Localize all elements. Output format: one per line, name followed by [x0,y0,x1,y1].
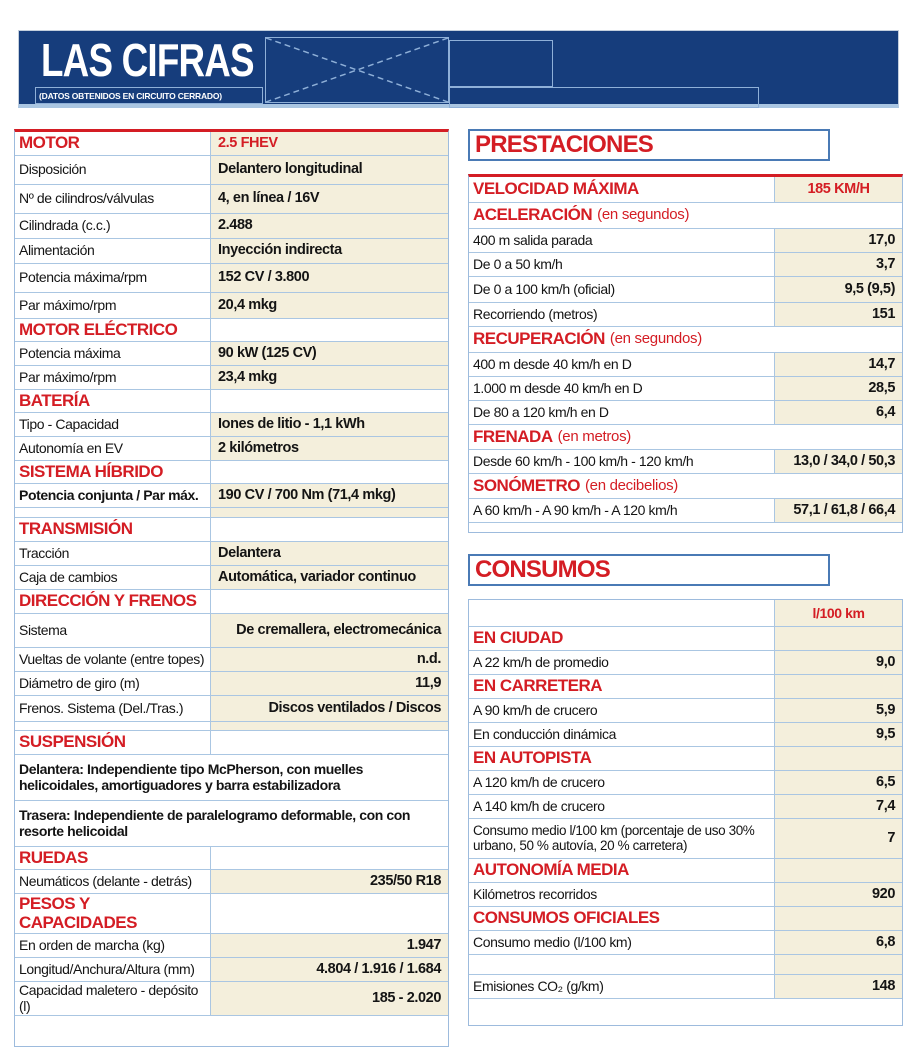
section-label: EN CARRETERA [473,676,603,696]
spec-label: Caja de cambios [19,568,118,585]
spec-value: Delantera [210,542,448,565]
spec-row [15,647,448,671]
spec-value: 17,0 [774,229,902,252]
spec-label: En orden de marcha (kg) [19,937,165,954]
section-header-row [15,389,448,412]
spec-label: Potencia máxima [19,344,121,361]
spec-value: Iones de litio - 1,1 kWh [210,413,448,436]
spec-row [469,794,902,818]
spec-row [15,213,448,238]
spec-row [15,238,448,263]
section-label: EN CIUDAD [473,628,563,648]
consumos-title-box [468,554,830,586]
spec-value: l/100 km [774,600,902,626]
spec-row [469,228,902,252]
spec-label: Vueltas de volante (entre topes) [19,650,205,667]
left-column [14,129,449,1047]
spec-value: 90 kW (125 CV) [210,342,448,365]
section-empty-cell [210,731,448,754]
section-value-row [469,600,902,626]
spec-row [469,882,902,906]
section-label: MOTOR ELÉCTRICO [19,319,178,339]
spec-value: 2.5 FHEV [210,132,448,155]
spec-value: 5,9 [774,699,902,722]
section-empty-cell [774,859,902,882]
section-value-row [15,132,448,155]
spec-row [15,671,448,695]
section-empty-cell [210,518,448,541]
pad-area [469,523,902,532]
spacer-row [15,721,448,730]
spec-label: De 0 a 50 km/h [473,255,563,272]
consumos-title: CONSUMOS [475,556,610,583]
section-label: CONSUMOS OFICIALES [473,908,660,928]
spec-row [469,352,902,376]
section-empty-cell [210,319,448,341]
spec-label: A 140 km/h de crucero [473,797,605,814]
section-empty-cell [774,675,902,698]
section-empty-cell [210,390,448,412]
prestaciones-title-box [468,129,830,161]
spec-value: 6,8 [774,931,902,954]
spec-value: 7 [774,819,902,858]
spec-value: 2 kilómetros [210,437,448,460]
spec-label: Capacidad maletero - depósito (l) [19,982,199,1014]
spec-value: 2.488 [210,214,448,238]
section-label: SONÓMETRO (en decibelios) [473,475,679,495]
spec-label: Emisiones CO₂ (g/km) [473,977,604,994]
section-header-row [469,424,902,449]
spec-row [469,770,902,794]
section-header-row [469,674,902,698]
spec-label: A 120 km/h de crucero [473,773,605,790]
spec-value: 152 CV / 3.800 [210,264,448,292]
spec-value: 9,5 [774,723,902,746]
spec-value: 28,5 [774,377,902,400]
spec-label: En conducción dinámica [473,725,616,742]
spec-label: Consumo medio l/100 km (porcentaje de uso 30% urbano, 50 % autovía, 20 % carretera) [473,822,755,853]
section-header-row [15,730,448,754]
spec-label: Alimentación [19,242,95,259]
spec-label: VELOCIDAD MÁXIMA [473,179,639,199]
section-header-row [15,846,448,869]
spec-value: 920 [774,883,902,906]
spec-row [469,376,902,400]
spec-row [15,341,448,365]
magazine-banner [18,30,899,108]
spec-label: Par máximo/rpm [19,296,117,313]
section-header-row [15,460,448,483]
section-empty-cell [210,461,448,483]
content-columns [14,129,903,1047]
spec-label: 400 m salida parada [473,231,593,248]
section-empty-cell [210,847,448,869]
bottom-pad-row [15,1015,448,1046]
bottom-pad-row [469,998,902,1025]
spec-value: 151 [774,303,902,326]
spec-row [15,869,448,893]
section-label: SISTEMA HÍBRIDO [19,461,163,481]
spec-label: A 90 km/h de crucero [473,701,598,718]
spec-label: Cilindrada (c.c.) [19,217,111,234]
section-header-row [469,473,902,498]
section-note: (en decibelios) [584,476,679,494]
section-header-row [469,202,902,228]
spacer-row [469,954,902,974]
spec-label: Nº de cilindros/válvulas [19,190,154,207]
spec-row [15,263,448,292]
section-label: RUEDAS [19,847,88,867]
section-empty-cell [774,907,902,930]
section-empty-cell [210,894,448,933]
spacer-row [15,507,448,517]
spec-label [469,600,774,626]
spec-row [15,292,448,318]
spec-row [15,483,448,507]
spec-row [469,698,902,722]
spec-value: 190 CV / 700 Nm (71,4 mkg) [210,484,448,507]
spec-row [469,276,902,302]
spec-label: Par máximo/rpm [19,368,117,385]
banner-title: LAS CIFRAS [41,34,254,86]
section-label: AUTONOMÍA MEDIA [473,860,629,880]
section-header-row [15,318,448,341]
spacer-label [469,955,774,974]
spec-row [469,400,902,424]
spec-label: Consumo medio (l/100 km) [473,933,632,950]
section-header-row [469,326,902,352]
spec-row [15,957,448,981]
spec-value: 4, en línea / 16V [210,185,448,213]
spec-row [15,155,448,184]
spec-value: 7,4 [774,795,902,818]
spec-label: De 0 a 100 km/h (oficial) [473,280,615,297]
spec-row [15,541,448,565]
fullwidth-text-row [15,800,448,846]
spec-row [469,498,902,522]
section-label: RECUPERACIÓN (en segundos) [473,329,702,349]
spec-value: De cremallera, electromecánica [210,614,448,647]
spec-label: Potencia conjunta / Par máx. [19,486,199,503]
spec-label: Desde 60 km/h - 100 km/h - 120 km/h [473,452,694,469]
section-note: (en segundos) [597,206,690,224]
spec-value: 185 KM/H [774,177,902,202]
spec-label: Sistema [19,621,67,638]
section-label: BATERÍA [19,390,90,410]
spec-value: 6,4 [774,401,902,424]
section-header-row [469,746,902,770]
section-note: (en segundos) [609,330,702,348]
spec-value: 4.804 / 1.916 / 1.684 [210,958,448,981]
fullwidth-text-row [15,754,448,800]
spec-value: n.d. [210,648,448,671]
spec-row [469,449,902,473]
spec-value: 11,9 [210,672,448,695]
section-label: TRANSMISIÓN [19,519,133,539]
spec-label: A 60 km/h - A 90 km/h - A 120 km/h [473,501,678,518]
section-label: PESOS Y CAPACIDADES [19,894,137,932]
consumos-table [468,599,903,1026]
section-header-row [15,893,448,933]
image-placeholder-crossed [265,37,449,103]
spec-value: 9,0 [774,651,902,674]
section-empty-cell [774,747,902,770]
spec-value: 185 - 2.020 [210,982,448,1015]
spec-row [15,981,448,1015]
spec-row [15,695,448,721]
spec-value: 1.947 [210,934,448,957]
spec-row [15,436,448,460]
spec-value: 20,4 mkg [210,293,448,318]
spec-label: 400 m desde 40 km/h en D [473,355,632,372]
spec-table-motor [14,129,449,1047]
spacer-label [15,508,210,517]
spec-label: A 22 km/h de promedio [473,653,609,670]
pad-area [469,999,902,1025]
spec-row [469,252,902,276]
section-header-row [469,906,902,930]
spec-row [15,933,448,957]
fullwidth-text: Delantera: Independiente tipo McPherson, con muelles helicoidales, amortiguadores y barra estabilizadora [19,761,364,793]
spec-label: Potencia máxima/rpm [19,269,147,286]
spec-value: 148 [774,975,902,998]
section-note: (en metros) [557,427,631,445]
spec-label: MOTOR [19,133,80,153]
spec-label: Recorriendo (metros) [473,305,598,322]
spec-value: 3,7 [774,253,902,276]
spec-value: 6,5 [774,771,902,794]
image-placeholder-wide [449,87,759,108]
right-column [468,129,903,1047]
prestaciones-table [468,174,903,533]
spec-label: 1.000 m desde 40 km/h en D [473,379,643,396]
image-placeholder-small [449,40,553,87]
spacer-value [210,508,448,517]
prestaciones-title: PRESTACIONES [475,131,653,158]
spec-row [15,365,448,389]
section-header-row [469,858,902,882]
section-gap [468,533,903,554]
spec-label: Autonomía en EV [19,439,123,456]
spacer-value [774,955,902,974]
spec-row [15,184,448,213]
spec-value: 14,7 [774,353,902,376]
section-label: FRENADA (en metros) [473,426,631,446]
spec-row [15,613,448,647]
section-empty-cell [774,627,902,650]
spec-row [469,722,902,746]
spec-value: 9,5 (9,5) [774,277,902,302]
spec-label: Frenos. Sistema (Del./Tras.) [19,699,184,716]
spec-row [469,650,902,674]
section-header-row [15,589,448,613]
banner-subtitle: (DATOS OBTENIDOS EN CIRCUITO CERRADO) [35,87,263,104]
section-label: EN AUTOPISTA [473,748,592,768]
spec-label: De 80 a 120 km/h en D [473,403,609,420]
spec-label: Diámetro de giro (m) [19,674,140,691]
section-header-row [15,517,448,541]
spec-row [469,930,902,954]
section-label: SUSPENSIÓN [19,732,126,752]
fullwidth-text: Trasera: Independiente de paralelogramo deformable, con con resorte helicoidal [19,807,411,839]
spec-label: Disposición [19,161,87,178]
spec-label: Kilómetros recorridos [473,885,597,902]
spec-label: Tracción [19,544,69,561]
spec-row [15,412,448,436]
spec-value: Discos ventilados / Discos [210,696,448,721]
spec-value: 235/50 R18 [210,870,448,893]
spacer-label [15,722,210,730]
section-value-row [469,177,902,202]
section-label: DIRECCIÓN Y FRENOS [19,591,197,611]
spec-value: Automática, variador continuo [210,566,448,589]
spec-label: Neumáticos (delante - detrás) [19,872,192,889]
spec-value: Inyección indirecta [210,239,448,263]
spec-row [469,302,902,326]
spec-value: 13,0 / 34,0 / 50,3 [774,450,902,473]
spec-label: Tipo - Capacidad [19,415,119,432]
section-header-row [469,626,902,650]
spec-row [15,565,448,589]
spec-value: 23,4 mkg [210,366,448,389]
spec-value: 57,1 / 61,8 / 66,4 [774,499,902,522]
pad-area [15,1016,448,1046]
spec-value: Delantero longitudinal [210,156,448,184]
spacer-value [210,722,448,730]
section-empty-cell [210,590,448,613]
bottom-pad-row [469,522,902,532]
spec-label: Longitud/Anchura/Altura (mm) [19,961,195,978]
spec-row [469,974,902,998]
section-label: ACELERACIÓN (en segundos) [473,205,690,225]
spec-row [469,818,902,858]
